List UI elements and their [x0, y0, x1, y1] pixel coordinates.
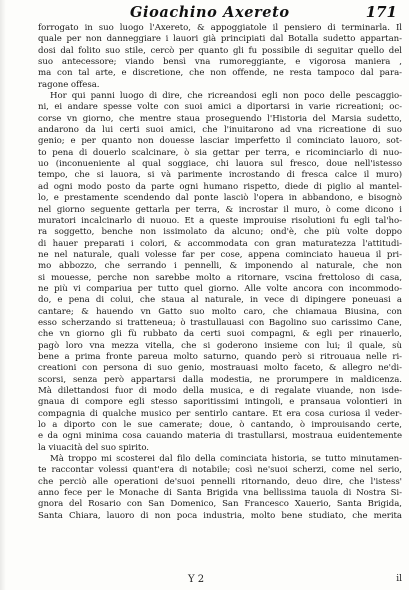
text-line: che perciò alle operationi de'suoi pennelli ritornando, deuo dire, che l'istess': [38, 476, 402, 487]
text-line: lo, e prestamente scendendo dal ponte lasciò l'opera in abbandono, e bisognò: [38, 193, 402, 204]
text-line: compagnia di qualche musico per sentirlo cantare. Et era cosa curiosa il veder-: [38, 408, 402, 419]
text-line: Mà dilettandosi fuor di modo della musica, e di regalate viuande, non isde-: [38, 386, 402, 396]
text-line: Santa Chiara, lauoro di non poca industria, molto bene studiato, che merita: [38, 510, 402, 521]
text-line: genio; e per quanto non douesse lasciar imperfetto il cominciato lauoro, sot-: [38, 136, 402, 147]
text-line: ne nel naturale, quali volesse far per cose, appena cominciato haueua il pri-: [38, 249, 402, 260]
running-title: Gioachino Axereto: [130, 4, 290, 21]
text-line: che vn giorno gli fù rubbato da certi suoi compagni, & egli per rinauerlo,: [38, 329, 402, 340]
text-line: suo antecessore; viando bensì vna rumoreggiante, e vigorosa maniera ,: [38, 57, 402, 68]
page-header: [40, 4, 399, 24]
text-line: quale per non danneggiare i lauori già principiati dal Botalla sudetto appartan-: [38, 34, 402, 45]
text-line: e da ogni minima cosa cauando materia di trastullarsi, mostraua euidentemente: [38, 431, 402, 442]
text-line: di hauer preparati i colori, & accommodata con gran maturatezza l'attitudi-: [38, 238, 402, 249]
page-number: 171: [365, 3, 397, 21]
text-line: forrogato in suo luogo l'Axereto, & appoggiatole il pensiero di terminarla. Il: [38, 23, 402, 33]
text-line: uo (inconueniente al qual soggiace, chi lauora sul fresco, doue nell'istesso: [38, 159, 402, 170]
text-line: bene a prima fronte pareua molto saturno, quando però si ritrouaua nelle ri-: [38, 351, 402, 362]
catchword: il: [396, 574, 402, 584]
text-line: gnora del Rosario con San Domenico, San Francesco Xauerio, Santa Brigida,: [38, 499, 402, 510]
text-line: mo abbozzo, che serrando i pennelli, & imponendo al naturale, che non: [38, 261, 402, 272]
page-footer: [38, 574, 402, 588]
text-line: te raccontar volessi quant'era di notabile; così ne'suoi scherzi, come nel serio,: [38, 465, 402, 476]
text-line: nel giorno seguente gettarla per terra, & incrostar il muro, ò come dicono i: [38, 204, 402, 215]
text-line: to pena di douerlo scalcinare, ò sia gettar per terra, e ricominciarlo di nuo-: [38, 147, 402, 158]
text-line: andarono da lui certi suoi amici, che l'inuitarono ad vna ricreatione di suo: [38, 125, 402, 136]
text-line: ad ogni modo posto da parte ogni humano rispetto, diede di piglio al mantel-: [38, 181, 402, 192]
signature-mark: Y 2: [188, 574, 205, 585]
text-line: anno fece per le Monache di Santa Brigida vna bellissima tauola di Nostra Si-: [38, 488, 402, 499]
text-line: ragone offesa.: [38, 79, 100, 90]
text-line: tempo, che si lauora, si và parimente incrostando di fresca calce il muro): [38, 170, 402, 181]
text-line: creationi con persona di suo genio, mostrauasi molto faceto, & allegro ne'di-: [38, 363, 402, 374]
text-line: ma con tal arte, e discretione, che non offende, ne resta tampoco dal para-: [38, 68, 402, 79]
text-line: ni, ei andare spesse volte con suoi amici a diportarsi in varie ricreationi; oc-: [38, 102, 402, 113]
text-line: corse vn giorno, che mentre staua proseguendo l'Historia del Marsia sudetto,: [38, 113, 402, 124]
text-line: ne più vi compariua per tutto quel giorno. Alle volte ancora con incommodo-: [38, 283, 402, 294]
text-line: muratori incalcinarlo di nuouo. Et a queste improuise risolutioni fu egli tal'ho-: [38, 215, 402, 226]
text-line: Mà troppo mi scosterei dal filo della cominciata historia, se tutto minutamen-: [50, 454, 402, 465]
text-line: dosi dal folito suo stile, cercò per quanto gli fu possibile di seguitar quello del: [38, 45, 402, 56]
binding-shadow: [0, 0, 6, 590]
text-line: do, e pena di colui, che staua al naturale, in vece di dipingere poneuasi a: [38, 295, 402, 306]
text-line: si mouesse, perche non sarebbe molto a ritornare, vscina frettoloso di casa,: [38, 272, 402, 283]
text-line: pagò loro vna mezza vitella, che si goderono insieme con lui; il quale, sù: [38, 340, 402, 351]
text-line: cantare; & hauendo vn Gatto suo molto caro, che chiamaua Biusina, con: [38, 306, 402, 317]
body-text: [38, 23, 402, 522]
text-line: esso scherzando si tratteneua; ò trastullauasi con Bagolino suo carissimo Cane,: [38, 317, 402, 328]
text-line: Hor qui panni luogo di dire, che ricreandosi egli non poco delle pescaggio-: [50, 91, 402, 102]
text-line: lo a diporto con le sue camerate; doue, ò cantando, ò improuisando certe,: [38, 420, 402, 431]
text-line: scorsi, senza però appartarsi dalla modestia, ne prorumpere in maldicenza.: [38, 374, 402, 385]
text-line: gnaua di compore egli stesso saporitissimi intingoli, e pransaua volontieri in: [38, 397, 402, 408]
text-line: ra soggetto, benche non issimolato da alcuno; ond'è, che più volte doppo: [38, 227, 402, 238]
text-line: la viuacità del suo spirito.: [38, 442, 149, 453]
